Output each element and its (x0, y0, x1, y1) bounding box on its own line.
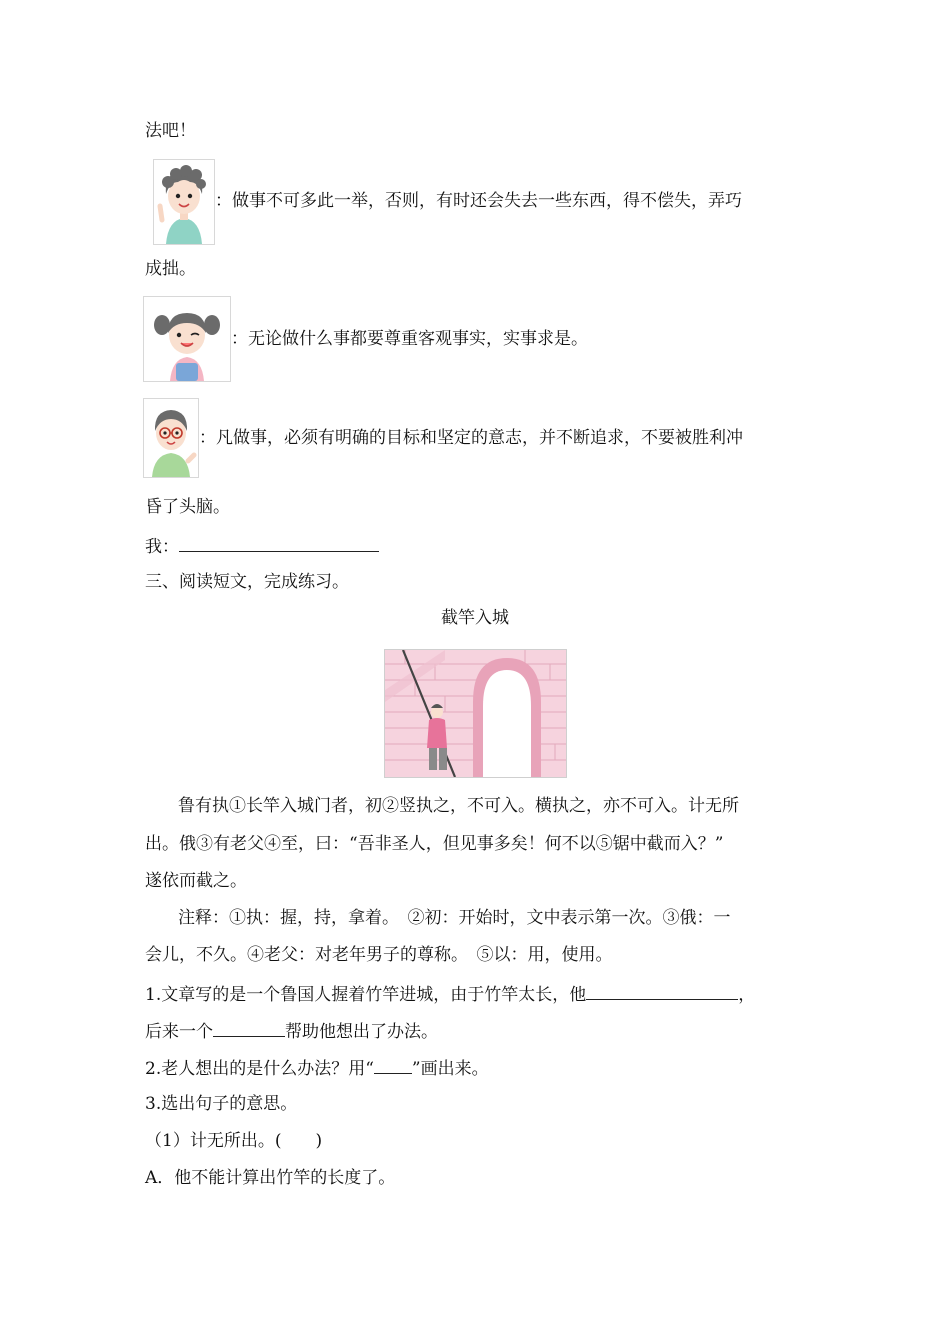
my-answer-label: 我： (145, 537, 179, 557)
question1-comma: ， (738, 985, 756, 1005)
boy2-statement-line2: 昏了头脑。 (145, 497, 230, 517)
question2-line (145, 1055, 489, 1081)
city-gate-illustration (384, 649, 567, 778)
story-title: 截竿入城 (441, 608, 509, 628)
question2-underline-sample (374, 1055, 412, 1074)
story-line3: 遂依而截之。 (145, 871, 247, 891)
girl-pigtails-avatar (143, 296, 231, 382)
question1-blank1[interactable] (586, 981, 738, 1000)
girl-pigtails-illustration (144, 297, 230, 381)
my-answer-row (145, 533, 379, 559)
boy-curly-hair-avatar (153, 159, 215, 245)
boy-glasses-avatar (143, 398, 199, 478)
question2-text: 2.老人想出的是什么办法？用“ (145, 1059, 374, 1079)
question2-text2: ”画出来。 (411, 1059, 489, 1079)
question1-text2: 后来一个 (145, 1022, 213, 1042)
section3-heading: 三、阅读短文，完成练习。 (145, 572, 349, 592)
question1-text3: 帮助他想出了办法。 (285, 1022, 438, 1042)
notes-line1: 注释：①执：握，持，拿着。 ②初：开始时，文中表示第一次。③俄：一 (178, 908, 731, 928)
dialogue-intro-tail: 法吧！ (145, 121, 196, 141)
girl-statement: ：无论做什么事都要尊重客观事实，实事求是。 (231, 329, 588, 349)
boy-curly-hair-illustration (154, 160, 214, 244)
story-line2: 出。俄③有老父④至，曰：“吾非圣人，但见事多矣！何不以⑤锯中截而入？” (145, 834, 724, 854)
question3-prompt: 3.选出句子的意思。 (145, 1094, 298, 1114)
question1-line2 (145, 1018, 438, 1044)
story-line1: 鲁有执①长竿入城门者，初②竖执之，不可入。横执之，亦不可入。计无所 (178, 796, 739, 816)
boy-glasses-illustration (144, 399, 198, 477)
question3-option-a[interactable]: A．他不能计算出竹竿的长度了。 (145, 1168, 396, 1188)
question3-sub1[interactable]: （1）计无所出。( ) (145, 1131, 323, 1151)
boy1-statement-line1: ：做事不可多此一举，否则，有时还会失去一些东西，得不偿失，弄巧 (215, 191, 742, 211)
notes-line2: 会儿，不久。④老父：对老年男子的尊称。 ⑤以：用，使用。 (145, 945, 613, 965)
question1-blank2[interactable] (213, 1018, 285, 1037)
my-answer-blank[interactable] (179, 533, 379, 552)
boy1-statement-line2: 成拙。 (145, 259, 196, 279)
question1-text: 1.文章写的是一个鲁国人握着竹竿进城，由于竹竿太长，他 (145, 985, 587, 1005)
boy2-statement-line1: ：凡做事，必须有明确的目标和坚定的意志，并不断追求，不要被胜利冲 (199, 428, 743, 448)
question1-line1 (145, 981, 755, 1007)
man-with-pole-at-gate-illustration (385, 650, 566, 777)
